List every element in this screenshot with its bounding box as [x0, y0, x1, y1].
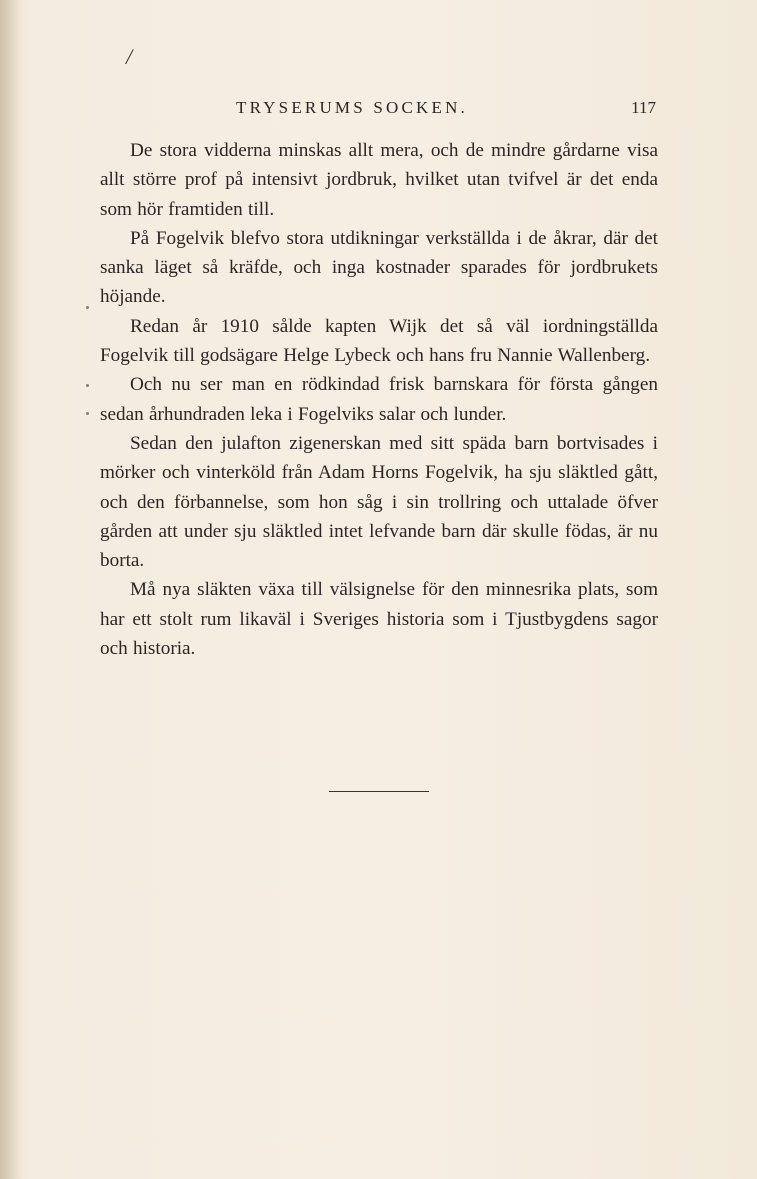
paragraph: Må nya släkten växa till välsignelse för den minnesrika plats, som har ett stolt rum likaväl i Sveriges historia som i Tjustbygdens sagor och historia.: [100, 579, 658, 660]
stray-mark: [86, 412, 89, 415]
paragraph: Redan år 1910 sålde kapten Wijk det så väl iordningställda Fogelvik till godsägare Helge Lybeck och hans fru Nannie Wallenberg.: [100, 315, 658, 367]
page-number: 117: [631, 98, 656, 117]
spine-shadow: [0, 0, 22, 1179]
running-head: [100, 98, 658, 126]
stray-mark: [86, 306, 89, 309]
paragraph: Sedan den julafton zigenerskan med sitt späda barn bortvisades i mörker och vinterköld från Adam Horns Fogelvik, ha sju släktled gått, och den förbannelse, som hon såg i sin trollring och uttalade öfver gården att under sju släktled intet lefvande barn där skulle födas, är nu borta.: [100, 432, 658, 572]
paragraph: Och nu ser man en rödkindad frisk barnskara för första gången sedan århundraden leka i Fogelviks salar och lunder.: [100, 374, 658, 425]
end-rule: [329, 791, 429, 792]
paragraph: På Fogelvik blefvo stora utdikningar verkställda i de åkrar, där det sanka läget så kräfde, och inga kostnader sparades för jordbrukets höjande.: [100, 227, 658, 308]
stray-mark: [86, 384, 89, 387]
body-text: [100, 136, 658, 663]
pencil-mark: /: [126, 44, 133, 69]
paragraph: De stora vidderna minskas allt mera, och de mindre gårdarne visa allt större prof på intensivt jordbruk, hvilket utan tvifvel är det enda som hör framtiden till.: [100, 140, 658, 220]
running-title: TRYSERUMS SOCKEN.: [236, 98, 468, 117]
